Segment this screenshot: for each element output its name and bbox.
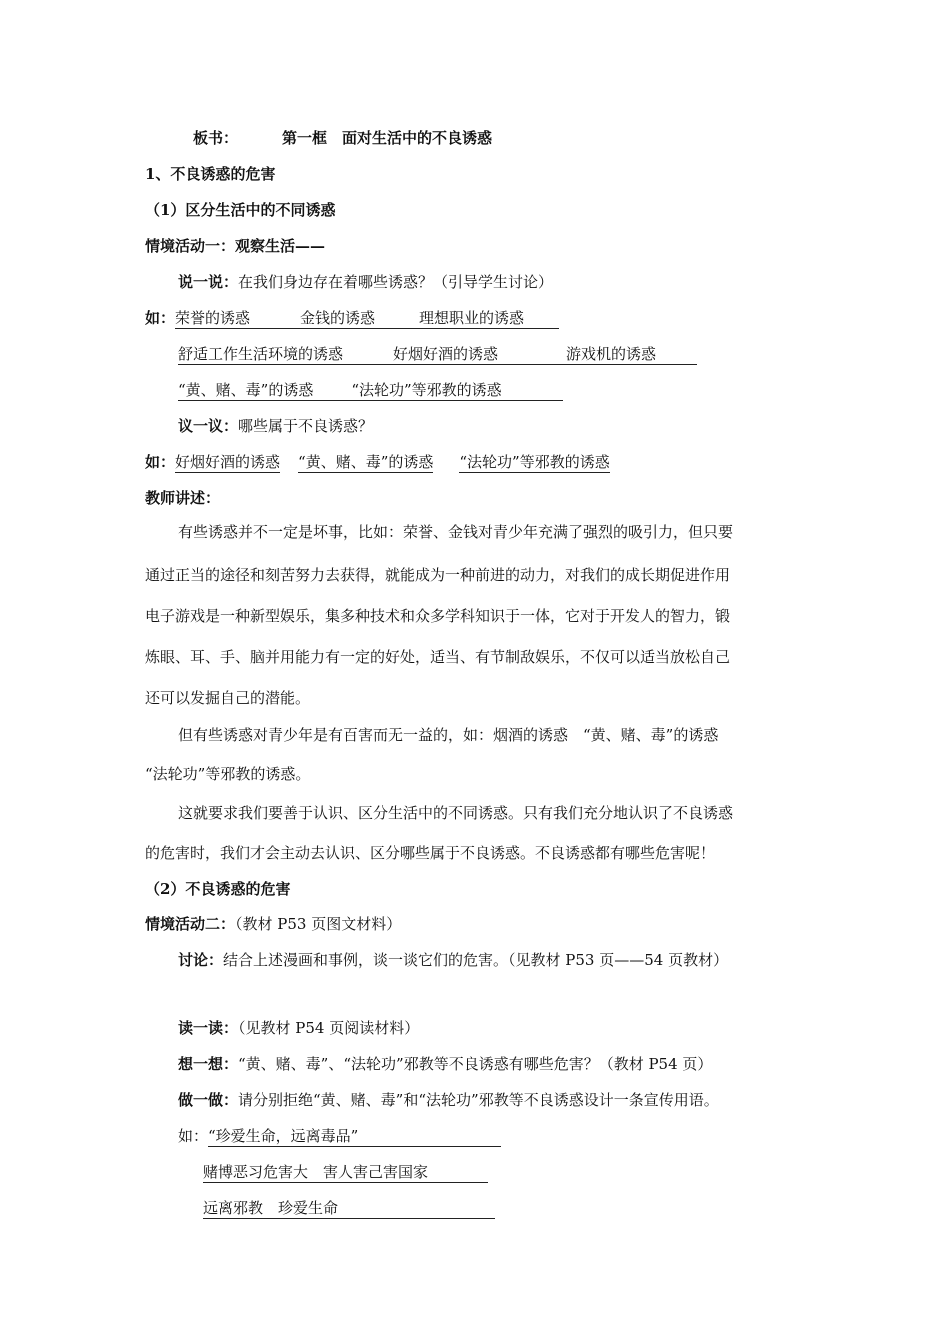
do-text: 请分别拒绝“黄、赌、毒”和“法轮功”邪教等不良诱惑设计一条宣传用语。 bbox=[238, 1091, 719, 1109]
discuss-prompt bbox=[178, 416, 373, 436]
slogan-item: 赌博恶习危害大 害人害己害国家 bbox=[203, 1162, 488, 1183]
slogan-item: “珍爱生命，远离毒品” bbox=[208, 1126, 501, 1147]
example-item: 好烟好酒的诱惑 bbox=[393, 345, 499, 363]
discuss-text: 哪些属于不良诱惑？ bbox=[238, 417, 374, 435]
board-label: 板书： bbox=[193, 129, 239, 147]
discuss-2-text: 结合上述漫画和事例，谈一谈它们的危害。（见教材 P53 页——54 页教材） bbox=[223, 951, 729, 969]
subsection-2-title: （2）不良诱惑的危害 bbox=[145, 880, 291, 898]
activity-2 bbox=[145, 914, 401, 934]
paragraph-1-line-3: 电子游戏是一种新型娱乐，集多种技术和众多学科知识于一体，它对于开发人的智力，锻 bbox=[145, 607, 731, 625]
read-label: 读一读： bbox=[178, 1019, 239, 1037]
think-label: 想一想： bbox=[178, 1055, 239, 1073]
paragraph-2-line-1: 但有些诱惑对青少年是有百害而无一益的，如：烟酒的诱惑 “黄、赌、毒”的诱惑 bbox=[178, 726, 719, 744]
discuss-2-label: 讨论： bbox=[178, 951, 224, 969]
examples-row-3 bbox=[178, 380, 563, 401]
examples-underline bbox=[175, 308, 559, 329]
activity-1-title: 情境活动一：观察生活—— bbox=[145, 237, 326, 255]
subsection-1-title: （1）区分生活中的不同诱惑 bbox=[145, 201, 336, 219]
bad-examples-row bbox=[145, 452, 610, 473]
slogan-row-2 bbox=[203, 1162, 488, 1183]
examples-prefix: 如： bbox=[145, 309, 176, 327]
slogan-item: 远离邪教 珍爱生命 bbox=[203, 1198, 495, 1219]
discuss-label: 议一议： bbox=[178, 417, 239, 435]
read-text: （见教材 P54 页阅读材料） bbox=[238, 1019, 420, 1037]
say-label: 说一说： bbox=[178, 273, 239, 291]
example-item: “法轮功”等邪教的诱惑 bbox=[351, 381, 502, 399]
teacher-narration-title: 教师讲述： bbox=[145, 489, 221, 507]
paragraph-1-line-5: 还可以发掘自己的潜能。 bbox=[145, 689, 311, 707]
bad-example-item: “法轮功”等邪教的诱惑 bbox=[459, 453, 610, 471]
slogan-row-1 bbox=[178, 1126, 501, 1147]
example-item: 游戏机的诱惑 bbox=[566, 345, 657, 363]
activity-2-text: （教材 P53 页图文材料） bbox=[235, 915, 402, 933]
say-prompt bbox=[178, 272, 553, 292]
do-label: 做一做： bbox=[178, 1091, 239, 1109]
paragraph-3-line-2: 的危害时，我们才会主动去认识、区分哪些属于不良诱惑。不良诱惑都有哪些危害呢！ bbox=[145, 844, 716, 862]
example-item: 舒适工作生活环境的诱惑 bbox=[178, 345, 344, 363]
examples-row-2 bbox=[178, 344, 697, 365]
example-item: 金钱的诱惑 bbox=[300, 309, 376, 327]
examples-underline bbox=[178, 380, 563, 401]
bad-example-item: “黄、赌、毒”的诱惑 bbox=[298, 453, 434, 471]
say-text: 在我们身边存在着哪些诱惑？（引导学生讨论） bbox=[238, 273, 554, 291]
discuss-2 bbox=[178, 950, 728, 970]
section-1-title: 1、不良诱惑的危害 bbox=[145, 165, 276, 183]
read-prompt bbox=[178, 1018, 419, 1038]
example-item: “黄、赌、毒”的诱惑 bbox=[178, 381, 314, 399]
lesson-title: 第一框 面对生活中的不良诱惑 bbox=[282, 129, 493, 147]
paragraph-1-line-4: 炼眼、耳、手、脑并用能力有一定的好处，适当、有节制敌娱乐，不仅可以适当放松自己 bbox=[145, 648, 731, 666]
example-item: 荣誉的诱惑 bbox=[175, 309, 251, 327]
paragraph-3-line-1: 这就要求我们要善于认识、区分生活中的不同诱惑。只有我们充分地认识了不良诱惑 bbox=[178, 804, 734, 822]
examples-prefix: 如： bbox=[145, 453, 176, 471]
slogans-prefix: 如： bbox=[178, 1127, 209, 1145]
paragraph-1-line-2: 通过正当的途径和刻苦努力去获得，就能成为一种前进的动力，对我们的成长期促进作用 bbox=[145, 566, 731, 584]
bad-example-item: 好烟好酒的诱惑 bbox=[175, 453, 281, 471]
think-prompt bbox=[178, 1054, 712, 1074]
think-text: “黄、赌、毒”、“法轮功”邪教等不良诱惑有哪些危害？（教材 P54 页） bbox=[238, 1055, 713, 1073]
do-prompt bbox=[178, 1090, 719, 1110]
example-item: 理想职业的诱惑 bbox=[419, 309, 525, 327]
activity-2-label: 情境活动二： bbox=[145, 915, 236, 933]
paragraph-2-line-2: “法轮功”等邪教的诱惑。 bbox=[145, 765, 311, 783]
examples-underline bbox=[178, 344, 697, 365]
slogan-row-3 bbox=[203, 1198, 495, 1219]
paragraph-1-line-1: 有些诱惑并不一定是坏事，比如：荣誉、金钱对青少年充满了强烈的吸引力，但只要 bbox=[178, 523, 734, 541]
board-heading bbox=[193, 128, 492, 148]
examples-row-1 bbox=[145, 308, 559, 329]
